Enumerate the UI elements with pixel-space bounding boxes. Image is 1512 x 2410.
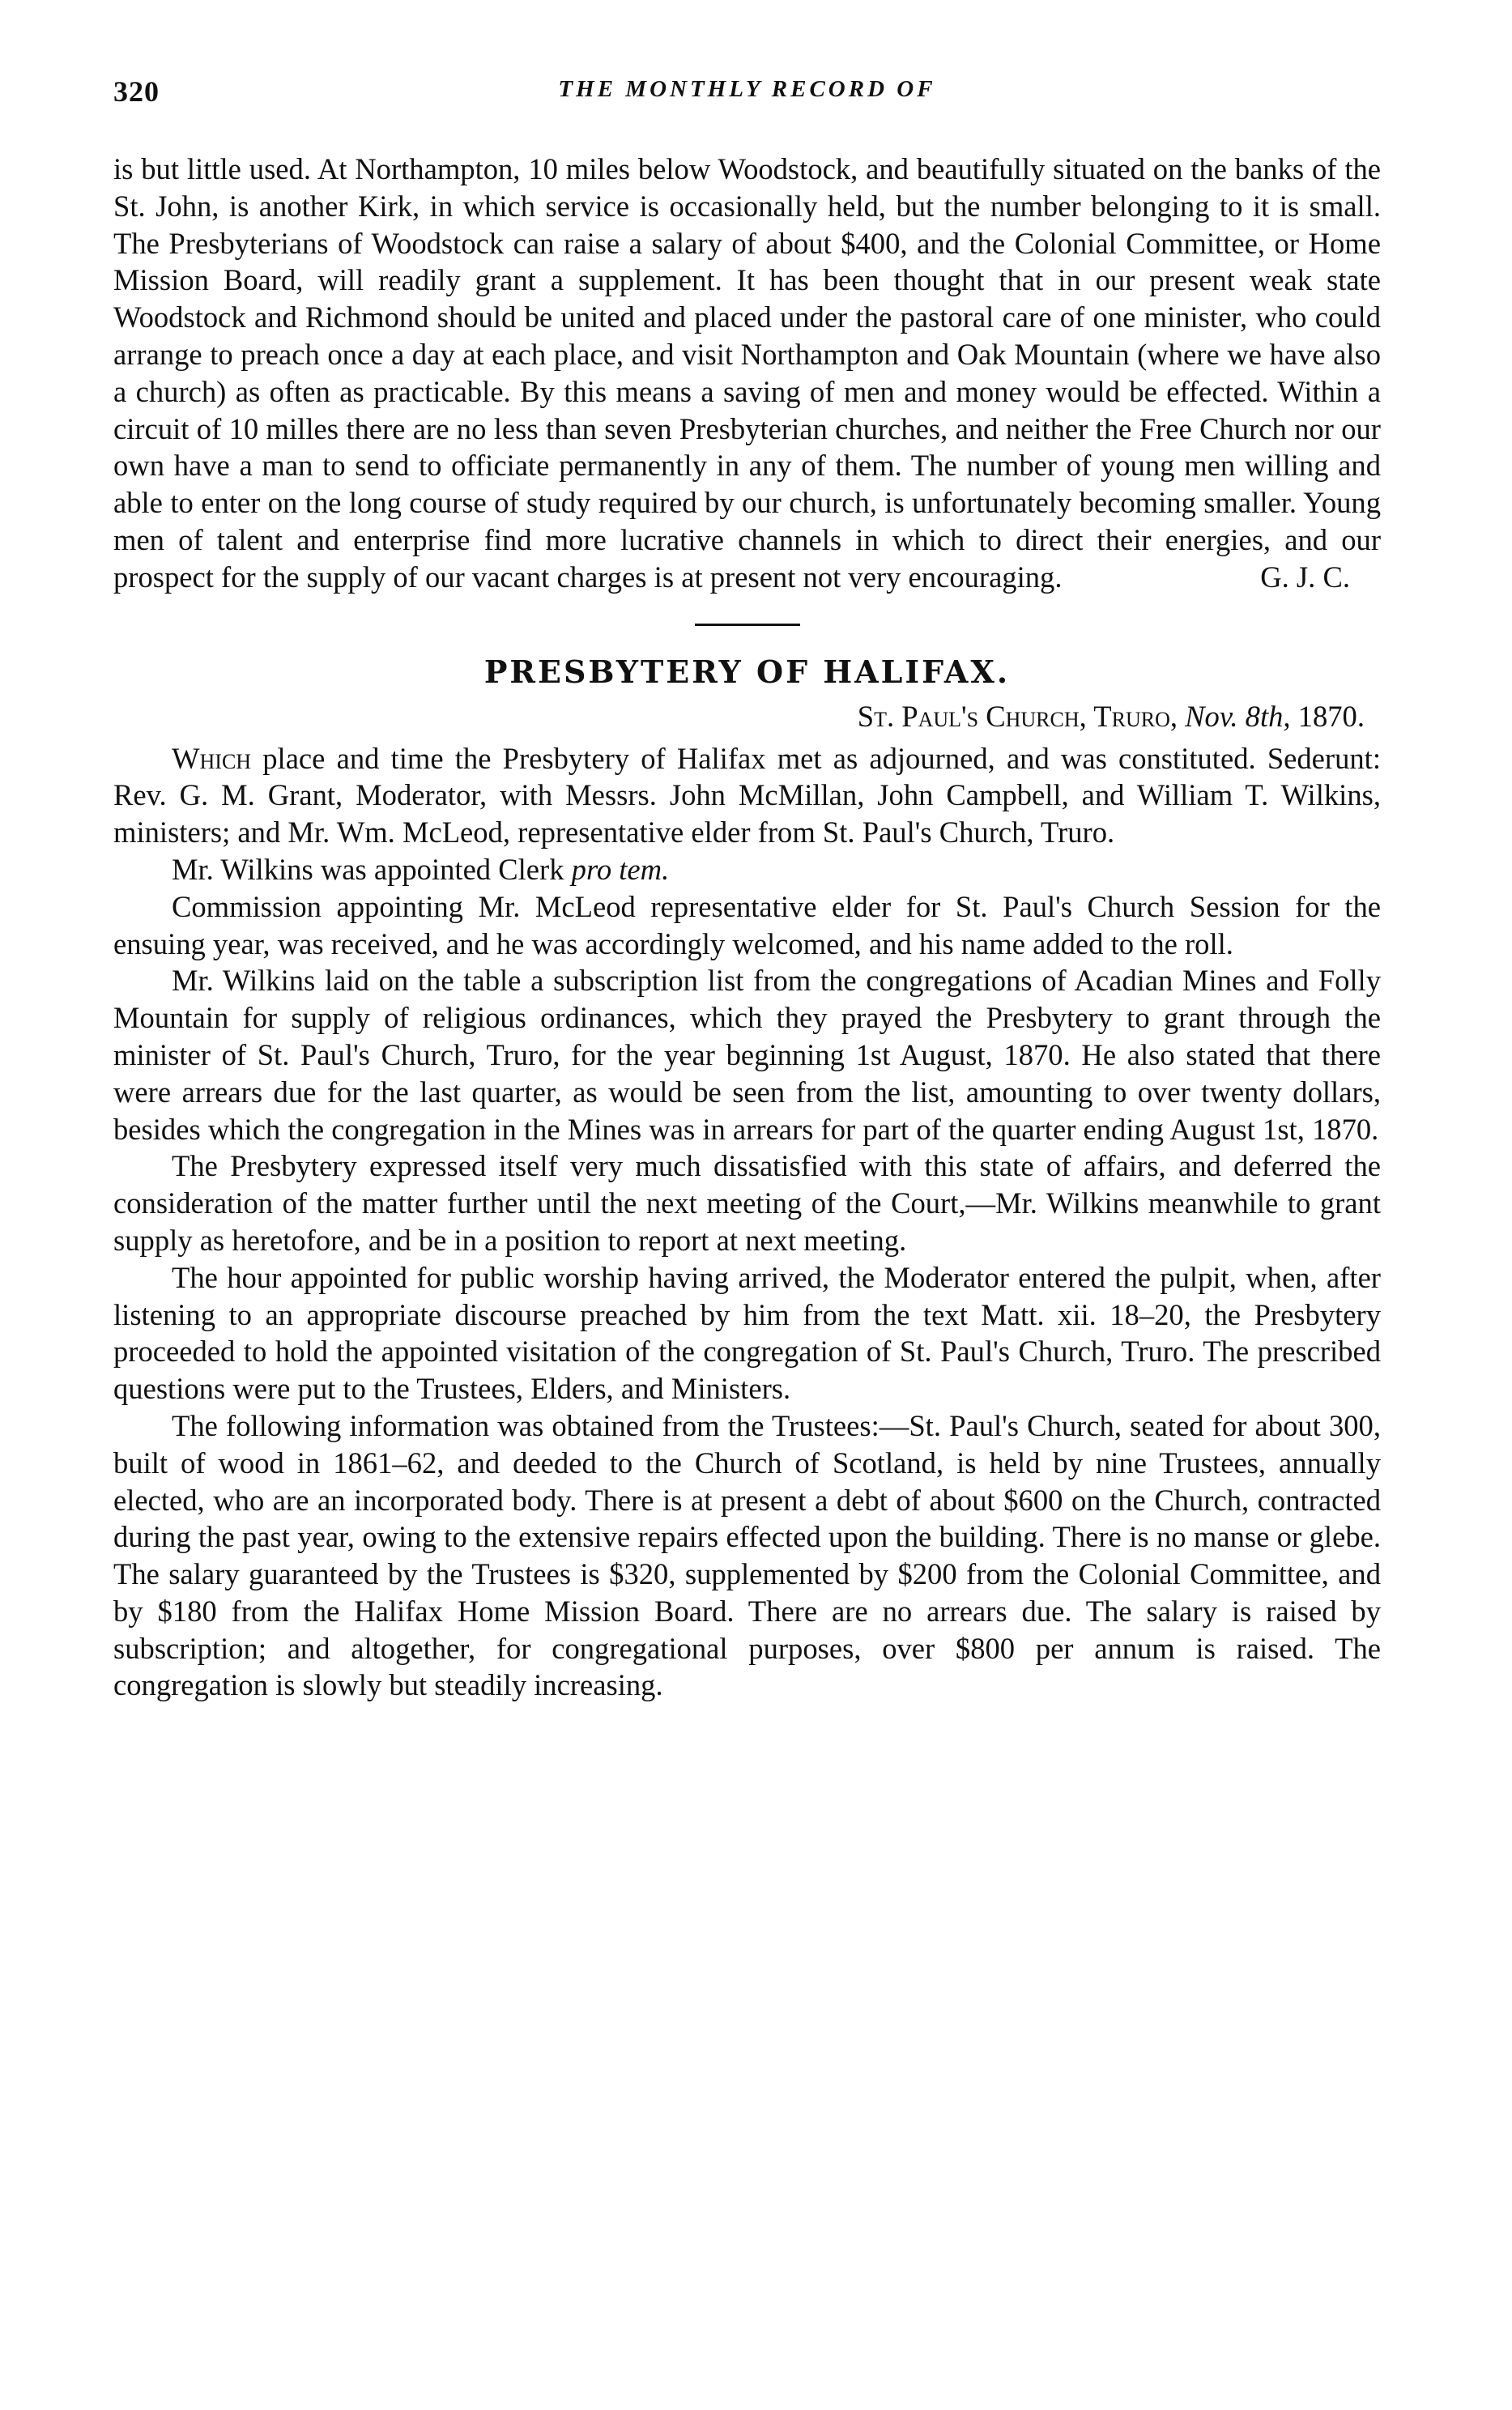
paragraph-text: place and time the Presbytery of Halifax met as adjourned, and was constituted. Sederunt: Rev. G. M. Grant, Moderator, with Messrs. John McMillan, John Campbell, and William T. Wilkins, ministers; and Mr. Wm. McLeod, representative elder from St. Paul's Church, Truro. [113,741,1381,849]
dateline [113,698,1381,735]
paragraph-italic-text: pro tem. [571,852,670,886]
section-heading: PRESBYTERY OF HALIFAX. [483,653,1011,690]
dateline-date: Nov. 8th, [1185,699,1291,733]
document-page [113,75,1381,1704]
minutes-paragraph-6: The hour appointed for public worship having arrived, the Moderator entered the pulpit, when, after listening to an appropriate discourse preached by him from the text Matt. xii. 18–20, the Presbytery proceeded to hold the appointed visitation of the congregation of St. Paul's Church, Truro. The prescribed questions were put to the Trustees, Elders, and Ministers. [113,1260,1381,1406]
minutes-paragraph-5: The Presbytery expressed itself very much dissatisfied with this state of affairs, and deferred the consideration of the matter further until the next meeting of the Court,—Mr. Wilkins meanwhile to grant supply as heretofore, and be in a position to report at next meeting. [113,1149,1381,1257]
minutes-paragraph-2 [113,851,1381,888]
minutes-paragraph-3: Commission appointing Mr. McLeod representative elder for St. Paul's Church Session for the ensuing year, was received, and he was accordingly welcomed, and his name added to the roll. [113,889,1381,960]
author-signature: G. J. C. [1260,560,1350,594]
paragraph-lead-word: Which [172,741,252,775]
running-head [113,75,1381,118]
dateline-place: St. Paul's Church, Truro, [857,699,1186,733]
paragraph-text: Mr. Wilkins was appointed Clerk [172,852,572,886]
continuation-paragraph: is but little used. At Northampton, 10 miles below Woodstock, and beautifully situated on the banks of the St. John, is another Kirk, in which service is occasionally held, but the number belonging to it is small. The Presbyterians of Woodstock can raise a salary of about $400, and the Colonial Committee, or Home Mission Board, will readily grant a supplement. It has been thought that in our present weak state Woodstock and Richmond should be united and placed under the pastoral care of one minister, who could arrange to preach once a day at each place, and visit Northampton and Oak Mountain (where we have also a church) as often as practicable. By this means a saving of men and money would be effected. Within a circuit of 10 milles there are no less than seven Presbyterian churches, and neither the Free Church nor our own have a man to send to officiate permanently in any of them. The number of young men willing and able to enter on the long course of study required by our church, is unfortunately becoming smaller. Young men of talent and enterprise find more lucrative channels in which to direct their energies, and our prospect for the supply of our vacant charges is at present not very encouraging. [113,152,1381,594]
dateline-year: 1870. [1290,699,1365,733]
minutes-paragraph-7: The following information was obtained from the Trustees:—St. Paul's Church, seated for about 300, built of wood in 1861–62, and deeded to the Church of Scotland, is held by nine Trustees, annually elected, who are an incorporated body. There is at present a debt of about $600 on the Church, contracted during the past year, owing to the extensive repairs effected upon the building. There is no manse or glebe. The salary guaranteed by the Trustees is $320, supplemented by $200 from the Colonial Committee, and by $180 from the Halifax Home Mission Board. There are no arrears due. The salary is raised by subscription; and altogether, for congregational purposes, over $800 per annum is raised. The congregation is slowly but steadily increasing. [113,1408,1381,1702]
section-divider [695,624,800,626]
journal-title: THE MONTHLY RECORD OF [558,76,936,102]
minutes-paragraph-1 [113,740,1381,851]
minutes-paragraph-4: Mr. Wilkins laid on the table a subscription list from the congregations of Acadian Mines and Folly Mountain for supply of religious ordinances, which they prayed the Presbytery to grant through the minister of St. Paul's Church, Truro, for the year beginning 1st August, 1870. He also stated that there were arrears due for the last quarter, as would be seen from the list, amounting to over twenty dollars, besides which the congregation in the Mines was in arrears for part of the quarter ending August 1st, 1870. [113,964,1381,1146]
page-number: 320 [113,75,160,108]
